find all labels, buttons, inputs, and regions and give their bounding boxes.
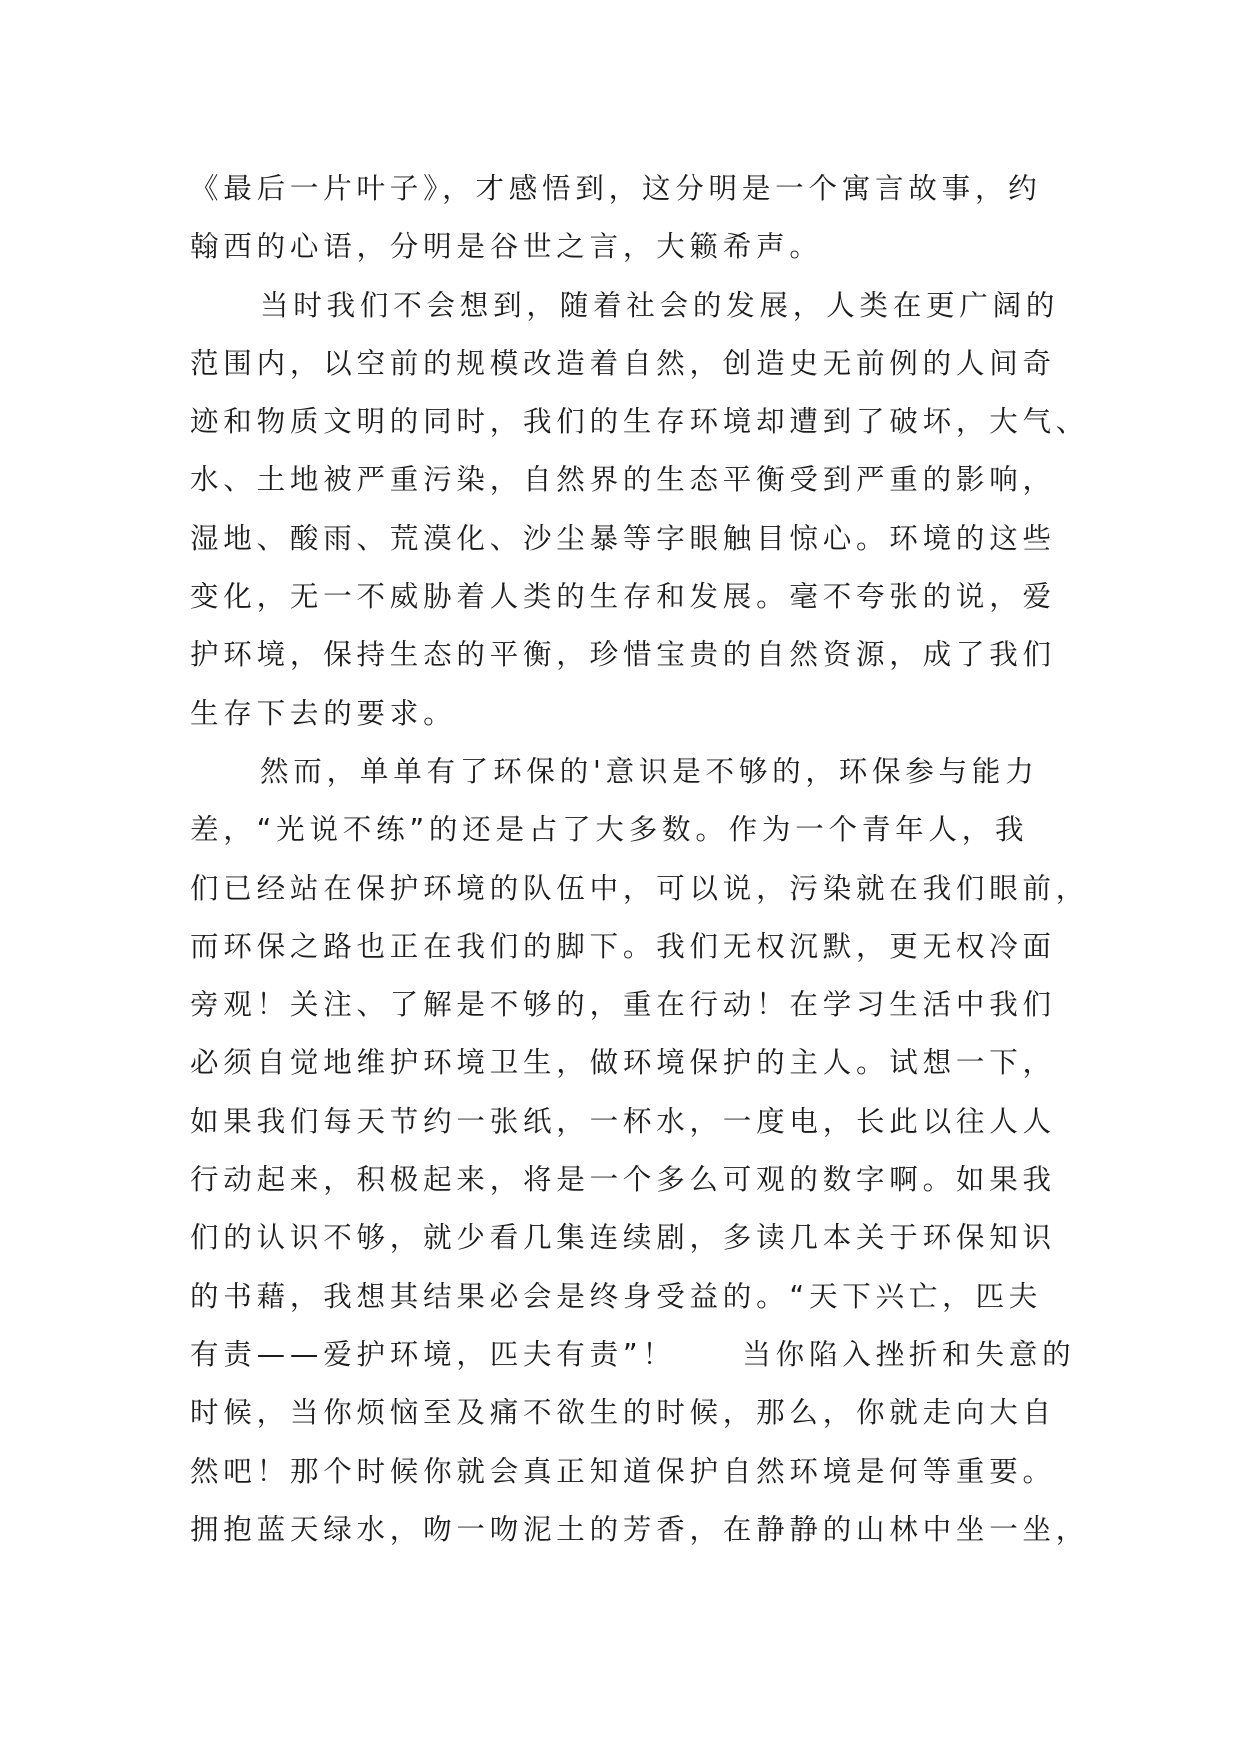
text-line: 水、土地被严重污染，自然界的生态平衡受到严重的影响， xyxy=(190,463,1056,497)
text-line: 时候，当你烦恼至及痛不欲生的时候，那么，你就走向大自 xyxy=(190,1396,1056,1430)
text-line: 而环保之路也正在我们的脚下。我们无权沉默，更无权冷面 xyxy=(190,929,1056,963)
text-line: 必须自觉地维护环境卫生，做环境保护的主人。试想一下， xyxy=(190,1046,1056,1080)
text-line: 迹和物质文明的同时，我们的生存环境却遭到了破坏，大气、 xyxy=(190,405,1090,439)
text-line: 旁观！关注、了解是不够的，重在行动！在学习生活中我们 xyxy=(190,988,1056,1022)
text-line: 生存下去的要求。 xyxy=(190,696,457,730)
paragraph-first-line: 然而，单单有了环保的'意识是不够的，环保参与能力 xyxy=(260,754,1039,788)
text-line: 翰西的心语，分明是谷世之言，大籁希声。 xyxy=(190,230,823,264)
text-line: 们已经站在保护环境的队伍中，可以说，污染就在我们眼前， xyxy=(190,871,1090,905)
text-line: 们的认识不够，就少看几集连续剧，多读几本关于环保知识 xyxy=(190,1221,1056,1255)
paragraph-first-line: 当时我们不会想到，随着社会的发展，人类在更广阔的 xyxy=(260,288,1060,322)
text-line: 变化，无一不威胁着人类的生存和发展。毫不夸张的说，爱 xyxy=(190,580,1056,614)
text-line: 《最后一片叶子》，才感悟到，这分明是一个寓言故事，约 xyxy=(190,172,1042,205)
text-line: 如果我们每天节约一张纸，一杯水，一度电，长此以往人人 xyxy=(190,1104,1056,1138)
text-line: 湿地、酸雨、荒漠化、沙尘暴等字眼触目惊心。环境的这些 xyxy=(190,521,1056,555)
text-line: 护环境，保持生态的平衡，珍惜宝贵的自然资源，成了我们 xyxy=(190,638,1056,672)
text-line: 行动起来，积极起来，将是一个多么可观的数字啊。如果我 xyxy=(190,1163,1056,1197)
body-text xyxy=(190,160,1090,1559)
text-line: 的书藉，我想其结果必会是终身受益的。“天下兴亡，匹夫 xyxy=(190,1279,1043,1313)
text-line: 有责——爱护环境，匹夫有责”！ 当你陷入挫折和失意的 xyxy=(190,1337,1076,1371)
text-line: 范围内，以空前的规模改造着自然，创造史无前例的人间奇 xyxy=(190,346,1056,380)
text-line: 然吧！那个时候你就会真正知道保护自然环境是何等重要。 xyxy=(190,1454,1056,1488)
text-line: 拥抱蓝天绿水，吻一吻泥土的芳香，在静静的山林中坐一坐， xyxy=(190,1512,1090,1546)
text-line: 差，“光说不练”的还是占了大多数。作为一个青年人，我 xyxy=(190,813,1029,847)
